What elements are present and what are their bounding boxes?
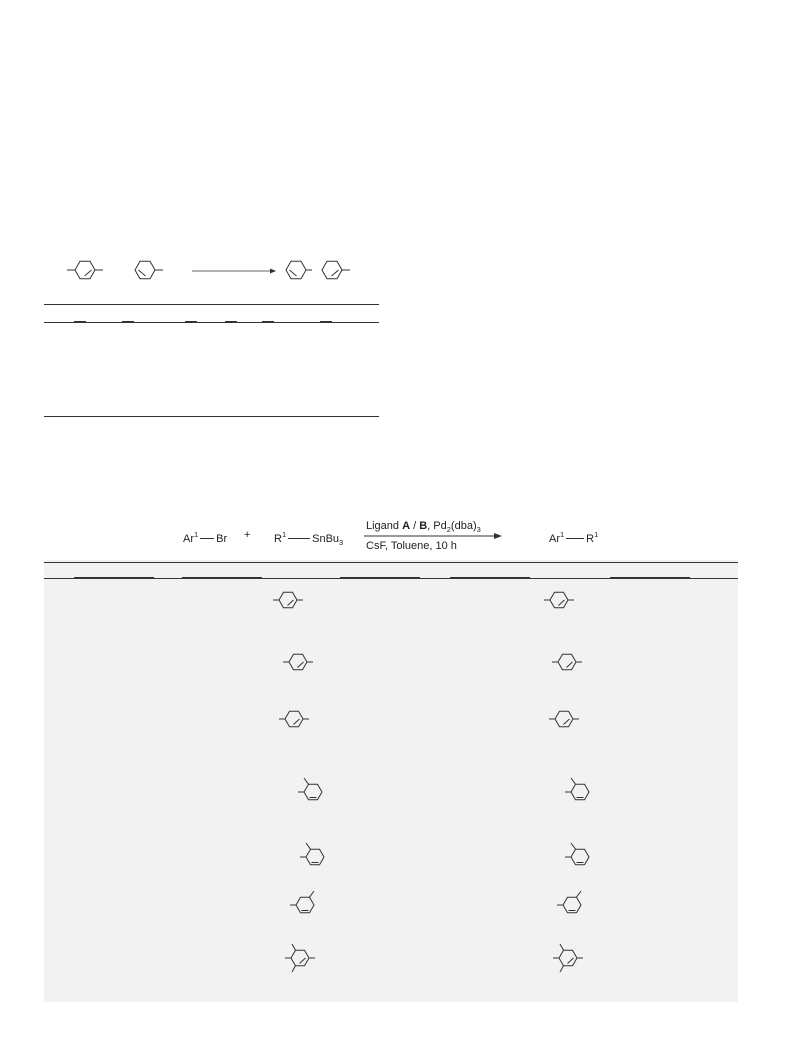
product-label: Ar$^1$ $R^1$ xyxy=(549,530,599,545)
conditions-line1: Ligand A / B, $Pd_2(dba)_3$ xyxy=(366,520,481,534)
conditions-line2: CsF, Toluene, 10 h xyxy=(366,540,457,552)
reactant1-label: Ar$^1$ Br xyxy=(183,530,228,545)
plus-sign: + xyxy=(244,529,251,541)
table1-header-rule xyxy=(44,322,379,323)
table1-bottom-rule xyxy=(44,416,379,417)
row7-product-structure xyxy=(0,0,1,1)
table2-header-rule xyxy=(44,578,738,579)
table2-body xyxy=(44,560,738,1002)
reactant2-label: $R^1$ SnBu$_3$ xyxy=(274,530,344,547)
table2-top-rule xyxy=(44,562,738,563)
table1-top-rule xyxy=(44,304,379,305)
